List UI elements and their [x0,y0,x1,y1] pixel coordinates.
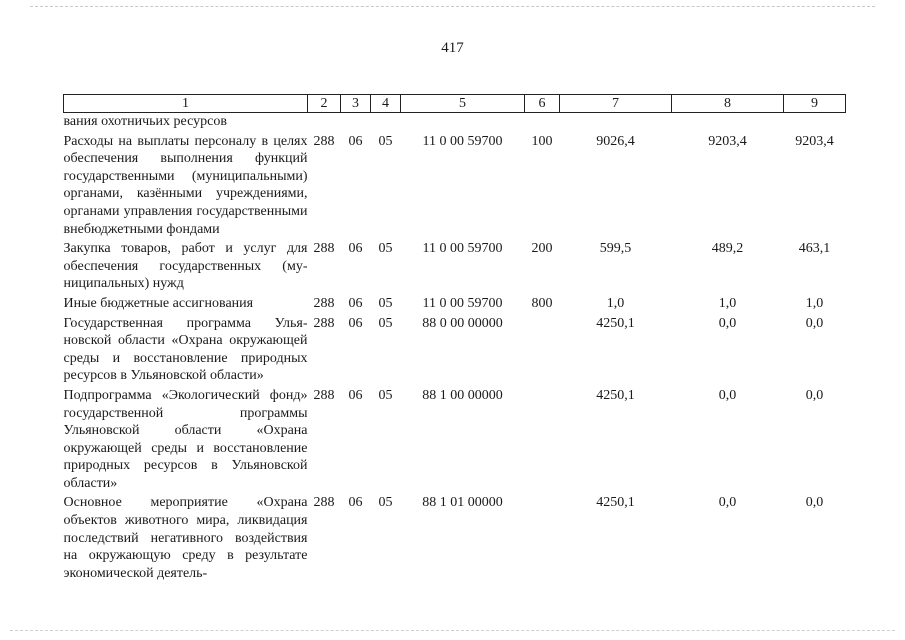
row-cell-col-2: 288 [313,495,335,511]
row-cell-col-2: 288 [313,241,335,257]
scan-bottom-edge [10,630,895,631]
row-cell-col-7: 1,0 [606,295,625,311]
row-cell-col-9: 463,1 [798,241,831,257]
row-cell-col-5: 11 0 00 59700 [422,241,503,257]
row-cell-col-8: 1,0 [718,295,737,311]
table-header [64,95,846,113]
row-cell-col-3: 06 [348,295,363,311]
table-body [64,113,846,583]
table-row [64,238,846,293]
column-number-row [64,95,846,113]
row-cell-col-6 [525,492,560,582]
row-cell-col-7: 9026,4 [596,133,635,149]
row-cell-col-5: 88 1 01 00000 [422,495,503,511]
row-cell-col-8: 0,0 [718,495,737,511]
row-description: вания охотничьих ресурсов [63,114,227,129]
row-cell-col-3: 06 [348,133,363,149]
column-header-2: 2 [308,95,341,113]
table-row [64,131,846,239]
row-cell-col-3 [341,113,371,131]
row-cell-col-7 [560,113,672,131]
row-cell-col-8: 0,0 [718,315,737,331]
row-description: Расходы на выплаты персоналу в целях обеспечения выполнения функций государственными (муниципальными) органами, казёнными учреждениями, органами управления государственными внебюджетными фондами [63,133,308,237]
column-header-9: 9 [784,95,846,113]
row-cell-col-4: 05 [378,295,393,311]
row-cell-col-6 [525,313,560,385]
row-description: Государственная программа Ульяновской области «Охрана окружающей среды и восстановление природных ресурсов в Ульяновской области» [63,315,308,384]
row-cell-col-9: 0,0 [805,495,824,511]
row-cell-col-2: 288 [313,315,335,331]
column-header-8: 8 [672,95,784,113]
table-row [64,385,846,493]
row-cell-col-8 [672,113,784,131]
row-cell-col-4: 05 [378,495,393,511]
row-cell-col-7: 4250,1 [596,387,635,403]
row-cell-col-5: 11 0 00 59700 [422,295,503,311]
row-cell-col-6: 100 [531,133,553,149]
row-cell-col-4: 05 [378,241,393,257]
row-cell-col-3: 06 [348,495,363,511]
column-header-1: 1 [64,95,308,113]
row-cell-col-3: 06 [348,387,363,403]
table-row [64,313,846,385]
row-description: Закупка товаров, работ и услуг для обеспечения государственных (муниципальных) нужд [63,241,308,292]
row-cell-col-2: 288 [313,295,335,311]
column-header-5: 5 [401,95,525,113]
row-description: Основное мероприятие «Охрана объектов животного мира, ликвидация последствий негативного воздействия на окружающую среду в результате экономической деятель- [63,495,308,581]
row-cell-col-9: 1,0 [805,295,824,311]
row-cell-col-7: 4250,1 [596,495,635,511]
row-cell-col-3: 06 [348,241,363,257]
row-cell-col-6 [525,113,560,131]
budget-table [63,94,846,582]
row-cell-col-4: 05 [378,133,393,149]
table-row [64,113,846,131]
row-cell-col-6: 200 [531,241,553,257]
column-header-3: 3 [341,95,371,113]
row-cell-col-9 [784,113,846,131]
column-header-6: 6 [525,95,560,113]
table-row [64,492,846,582]
row-cell-col-5: 88 1 00 00000 [422,387,503,403]
row-cell-col-5: 88 0 00 00000 [422,315,503,331]
row-cell-col-2: 288 [313,387,335,403]
row-cell-col-2 [308,113,341,131]
page-number: 417 [441,40,464,56]
row-cell-col-4 [371,113,401,131]
column-header-4: 4 [371,95,401,113]
row-cell-col-4: 05 [378,315,393,331]
row-cell-col-9: 9203,4 [795,133,834,149]
column-header-7: 7 [560,95,672,113]
row-cell-col-9: 0,0 [805,387,824,403]
row-cell-col-8: 0,0 [718,387,737,403]
row-cell-col-2: 288 [313,133,335,149]
row-cell-col-8: 9203,4 [708,133,747,149]
row-cell-col-4: 05 [378,387,393,403]
row-cell-col-7: 599,5 [599,241,632,257]
row-cell-col-7: 4250,1 [596,315,635,331]
row-cell-col-8: 489,2 [711,241,744,257]
row-description: Иные бюджетные ассигнования [63,295,254,311]
row-description: Подпрограмма «Экологический фонд» государственной программы Ульяновской области «Охрана окружающей среды и восстановление природных ресурсов в Ульяновской области» [63,387,308,491]
row-cell-col-6: 800 [531,295,553,311]
scan-top-edge [30,6,875,7]
row-cell-col-9: 0,0 [805,315,824,331]
row-cell-col-6 [525,385,560,493]
row-cell-col-3: 06 [348,315,363,331]
row-cell-col-5: 11 0 00 59700 [422,133,503,149]
table-row [64,293,846,313]
row-cell-col-5 [401,113,525,131]
